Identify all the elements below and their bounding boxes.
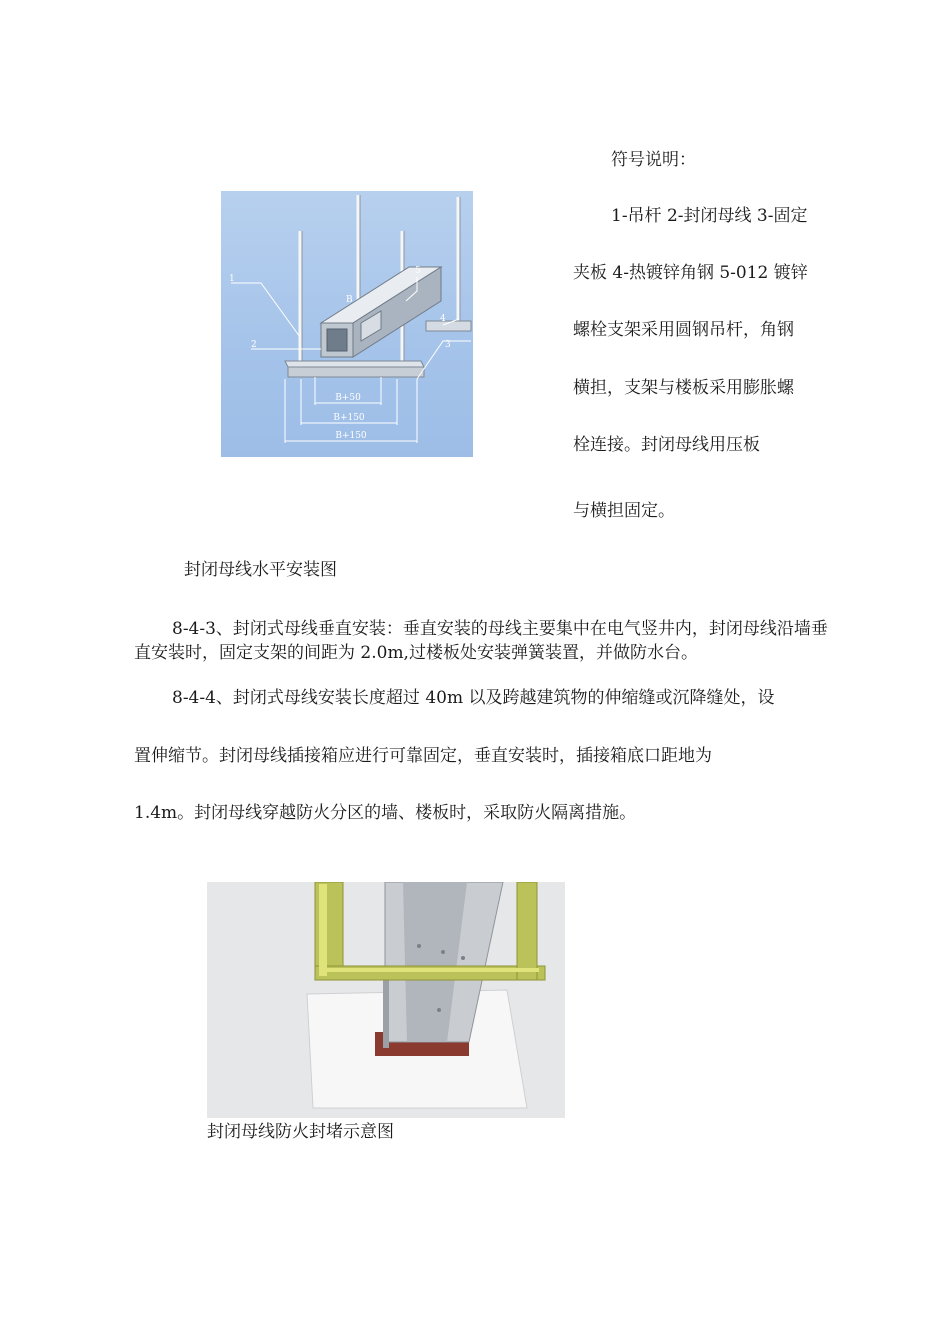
legend-line-5: 栓连接。封闭母线用压板: [573, 435, 760, 455]
legend-title: 符号说明：: [611, 150, 696, 170]
label-5: 5: [415, 266, 421, 276]
angle-steel-crossarm: [285, 361, 424, 367]
legend-line-1: 1-吊杆 2-封闭母线 3-固定: [611, 206, 808, 226]
paragraph-8-4-4-line-3: 1.4m。封闭母线穿越防火分区的墙、楼板时，采取防火隔离措施。: [134, 803, 637, 823]
figure1-caption: 封闭母线水平安装图: [184, 560, 337, 580]
legend-line-4: 横担，支架与楼板采用膨胀螺: [573, 378, 794, 398]
label-4: 4: [440, 314, 446, 324]
label-b: B: [346, 295, 353, 305]
label-3: 3: [445, 340, 451, 350]
busway-fire-sealing-photo: [207, 882, 565, 1118]
fire-sealing-illustration: [207, 882, 565, 1118]
label-2: 2: [251, 340, 257, 350]
paragraph-8-4-4-line-1: 8-4-4、封闭式母线安装长度超过 40m 以及跨越建筑物的伸缩缝或沉降缝处，设: [172, 688, 775, 708]
figure2-caption: 封闭母线防火封堵示意图: [207, 1122, 394, 1142]
busway-horizontal-install-figure: [221, 191, 473, 457]
paragraph-8-4-3: 8-4-3、封闭式母线垂直安装：垂直安装的母线主要集中在电气竖井内，封闭母线沿墙垂直安装时，固定支架的间距为 2.0m,过楼板处安装弹簧装置，并做防水台。: [134, 619, 828, 663]
legend-line-2: 夹板 4-热镀锌角钢 5-012 镀锌: [573, 263, 808, 283]
legend-line-6: 与横担固定。: [573, 501, 675, 521]
label-1: 1: [229, 274, 235, 284]
dim-b-plus-150-outer: B+150: [335, 431, 367, 441]
dim-b-plus-150: B+150: [333, 413, 365, 423]
legend-line-3: 螺栓支架采用圆钢吊杆，角钢: [573, 320, 794, 340]
paragraph-8-4-4-line-2: 置伸缩节。封闭母线插接箱应进行可靠固定，垂直安装时，插接箱底口距地为: [134, 746, 712, 766]
dim-b-plus-50: B+50: [335, 393, 361, 403]
busway-diagram: [221, 191, 473, 457]
